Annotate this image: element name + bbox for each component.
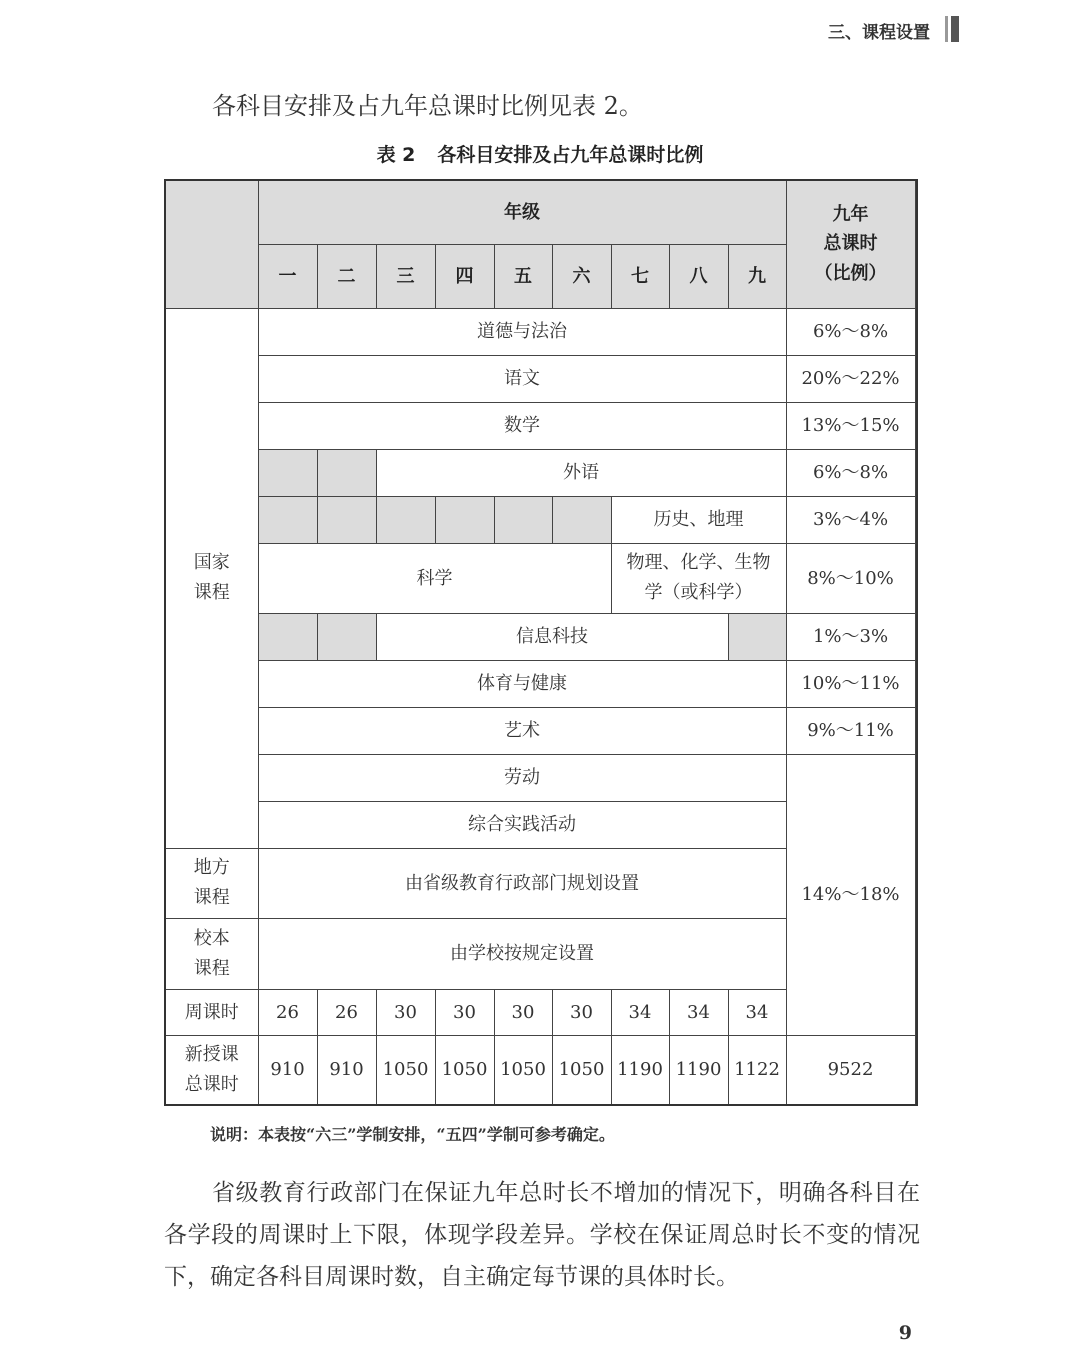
- subject-chinese: 语文: [258, 355, 786, 402]
- subject-it: 信息科技: [376, 613, 728, 660]
- table-caption-number: 表 2: [376, 144, 416, 166]
- new-hours-grade-2: 910: [317, 1035, 376, 1105]
- empty-cell: [258, 613, 317, 660]
- empty-cell: [258, 496, 317, 543]
- weekly-total-empty: [915, 989, 917, 1035]
- empty-cell: [552, 496, 611, 543]
- school-curriculum-label: 校本 课程: [165, 918, 258, 989]
- subject-pe: 体育与健康: [258, 660, 786, 707]
- weekly-grade-6: 30: [552, 989, 611, 1035]
- empty-cell: [317, 449, 376, 496]
- weekly-grade-4: 30: [435, 989, 494, 1035]
- new-hours-grade-6: 1050: [552, 1035, 611, 1105]
- intro-sentence: 各科目安排及占九年总课时比例见表 2。: [212, 92, 643, 120]
- pct-chinese: 20%～22%: [786, 355, 915, 402]
- empty-cell: [317, 496, 376, 543]
- empty-cell: [494, 496, 552, 543]
- grade-header: 年级: [258, 180, 786, 244]
- subject-science: 科学: [258, 543, 611, 613]
- subject-history: 历史、地理: [611, 496, 786, 543]
- new-hours-grade-5: 1050: [494, 1035, 552, 1105]
- page-number: 9: [898, 1322, 912, 1344]
- grade-8: 八: [669, 244, 728, 308]
- empty-cell: [376, 496, 435, 543]
- subject-math: 数学: [258, 402, 786, 449]
- table-caption: [0, 140, 1080, 167]
- pct-art: 9%～11%: [786, 707, 915, 754]
- weekly-grade-2: 26: [317, 989, 376, 1035]
- weekly-grade-5: 30: [494, 989, 552, 1035]
- course-table: [164, 179, 918, 1106]
- national-curriculum-label: 国家 课程: [165, 308, 258, 848]
- pct-moral: 6%～8%: [786, 308, 915, 355]
- pct-foreign: 6%～8%: [786, 449, 915, 496]
- pct-history: 3%～4%: [786, 496, 915, 543]
- subject-art: 艺术: [258, 707, 786, 754]
- pct-math: 13%～15%: [786, 402, 915, 449]
- table-caption-title: 各科目安排及占九年总课时比例: [437, 144, 704, 166]
- empty-cell: [258, 449, 317, 496]
- weekly-grade-9: 34: [728, 989, 786, 1035]
- total-hours-header: 九年 总课时 （比例）: [786, 180, 915, 308]
- weekly-grade-3: 30: [376, 989, 435, 1035]
- pct-combined: 14%～18%: [786, 754, 915, 1035]
- pct-science: 8%～10%: [786, 543, 915, 613]
- new-hours-grade-4: 1050: [435, 1035, 494, 1105]
- body-paragraph: 省级教育行政部门在保证九年总时长不增加的情况下，明确各科目在各学段的周课时上下限，体现学段差异。学校在保证周总时长不变的情况下，确定各科目周课时数，自主确定每节课的具体时长。: [164, 1180, 920, 1290]
- table-note: 说明：本表按“六三”学制安排，“五四”学制可参考确定。: [210, 1125, 615, 1144]
- grade-3: 三: [376, 244, 435, 308]
- grade-9: 九: [728, 244, 786, 308]
- subject-labor: 劳动: [258, 754, 786, 801]
- weekly-grade-7: 34: [611, 989, 669, 1035]
- chapter-header: 三、课程设置: [828, 23, 930, 43]
- subject-moral: 道德与法治: [258, 308, 786, 355]
- subject-foreign: 外语: [376, 449, 786, 496]
- pct-it: 1%～3%: [786, 613, 915, 660]
- corner-cell: [165, 180, 258, 308]
- local-curriculum-text: 由省级教育行政部门规划设置: [258, 848, 786, 918]
- empty-cell: [435, 496, 494, 543]
- pct-pe: 10%～11%: [786, 660, 915, 707]
- grade-7: 七: [611, 244, 669, 308]
- new-hours-grade-1: 910: [258, 1035, 317, 1105]
- grade-5: 五: [494, 244, 552, 308]
- weekly-grade-8: 34: [669, 989, 728, 1035]
- local-curriculum-label: 地方 课程: [165, 848, 258, 918]
- weekly-hours-label: 周课时: [165, 989, 258, 1035]
- empty-cell: [317, 613, 376, 660]
- new-hours-grade-3: 1050: [376, 1035, 435, 1105]
- new-hours-grade-9: 1122: [728, 1035, 786, 1105]
- new-hours-label: 新授课 总课时: [165, 1035, 258, 1105]
- new-hours-grade-8: 1190: [669, 1035, 728, 1105]
- grade-4: 四: [435, 244, 494, 308]
- weekly-grade-1: 26: [258, 989, 317, 1035]
- subject-practice: 综合实践活动: [258, 801, 786, 848]
- subject-science-upper: 物理、化学、生物 学（或科学）: [611, 543, 786, 613]
- grade-6: 六: [552, 244, 611, 308]
- grade-1: 一: [258, 244, 317, 308]
- school-curriculum-text: 由学校按规定设置: [258, 918, 786, 989]
- grade-2: 二: [317, 244, 376, 308]
- new-hours-total: 9522: [786, 1035, 915, 1105]
- empty-cell: [728, 613, 786, 660]
- new-hours-grade-7: 1190: [611, 1035, 669, 1105]
